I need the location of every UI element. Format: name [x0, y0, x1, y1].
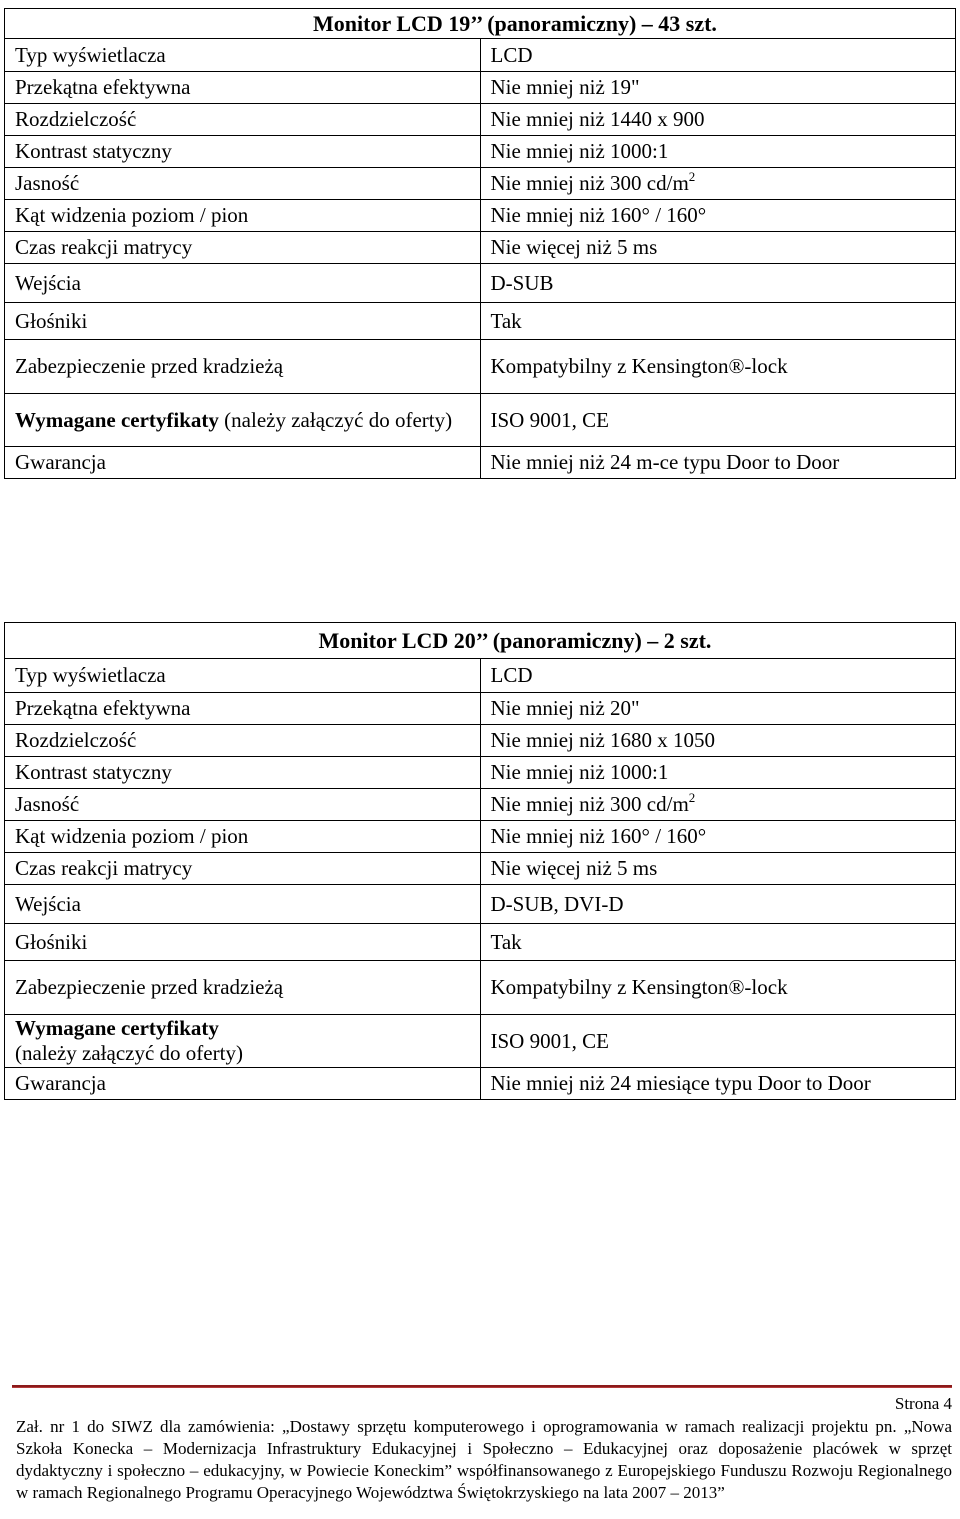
superscript: 2: [688, 169, 696, 184]
row-value: Tak: [480, 924, 956, 961]
table-row: [5, 232, 956, 264]
row-value: Kompatybilny z Kensington®-lock: [480, 961, 956, 1015]
row-value: Nie mniej niż 1680 x 1050: [480, 725, 956, 757]
row-label: Typ wyświetlacza: [5, 659, 481, 693]
row-value: LCD: [480, 659, 956, 693]
row-label: Czas reakcji matrycy: [5, 232, 481, 264]
row-label: Gwarancja: [5, 1068, 481, 1100]
table-row: [5, 340, 956, 394]
row-value: Kompatybilny z Kensington®-lock: [480, 340, 956, 394]
spec-table-monitor-19: [4, 8, 956, 479]
row-value: Nie więcej niż 5 ms: [480, 853, 956, 885]
table-row: [5, 757, 956, 789]
label-bold: Wymagane certyfikaty: [15, 407, 219, 432]
row-value: Nie więcej niż 5 ms: [480, 232, 956, 264]
row-label: Kąt widzenia poziom / pion: [5, 821, 481, 853]
row-value: Nie mniej niż 1440 x 900: [480, 104, 956, 136]
table-row: [5, 924, 956, 961]
row-label: Rozdzielczość: [5, 104, 481, 136]
table-row: [5, 303, 956, 340]
table-title-row: [5, 623, 956, 659]
row-label: Kąt widzenia poziom / pion: [5, 200, 481, 232]
superscript: 2: [688, 790, 696, 805]
row-value: Nie mniej niż 24 miesiące typu Door to Door: [480, 1068, 956, 1100]
row-label: [5, 394, 481, 447]
row-label: Przekątna efektywna: [5, 693, 481, 725]
row-value: Nie mniej niż 1000:1: [480, 757, 956, 789]
row-value: D-SUB: [480, 264, 956, 303]
row-value: ISO 9001, CE: [480, 1015, 956, 1068]
row-value: Nie mniej niż 1000:1: [480, 136, 956, 168]
row-value: Nie mniej niż 19": [480, 72, 956, 104]
table-row: [5, 789, 956, 821]
table-row: [5, 264, 956, 303]
row-label: Wejścia: [5, 885, 481, 924]
row-label: Kontrast statyczny: [5, 757, 481, 789]
table-row: [5, 39, 956, 72]
label-rest: (należy załączyć do oferty): [224, 407, 453, 432]
row-value: Tak: [480, 303, 956, 340]
row-label: Gwarancja: [5, 447, 481, 479]
footer-note: Zał. nr 1 do SIWZ dla zamówienia: „Dostawy sprzętu komputerowego i oprogramowania w ramach realizacji projektu pn. „Nowa Szkoła Konecka – Modernizacja Infrastruktury Edukacyjnej i Społeczno – Edukacyjnej oraz doposażenie placówek w sprzęt dydaktyczny i społeczno – edukacyjny, w Powiecie Koneckim” współfinansowanego z Europejskiego Funduszu Rozwoju Regionalnego w ramach Regionalnego Programu Operacyjnego Województwa Świętokrzyskiego na lata 2007 – 2013”: [16, 1417, 952, 1502]
table-row: [5, 168, 956, 200]
table-title: Monitor LCD 20’’ (panoramiczny) – 2 szt.: [5, 623, 956, 659]
table-row: [5, 961, 956, 1015]
row-value: [480, 168, 956, 200]
row-label: Czas reakcji matrycy: [5, 853, 481, 885]
page-number: Strona 4: [894, 1394, 952, 1413]
table-row: [5, 136, 956, 168]
table-title: Monitor LCD 19’’ (panoramiczny) – 43 szt.: [5, 9, 956, 39]
table-row: [5, 885, 956, 924]
table-row: [5, 394, 956, 447]
row-label: Jasność: [5, 789, 481, 821]
table-row: [5, 853, 956, 885]
row-value: Nie mniej niż 160° / 160°: [480, 821, 956, 853]
row-label: [5, 1015, 481, 1068]
row-label: Typ wyświetlacza: [5, 39, 481, 72]
row-label: Wejścia: [5, 264, 481, 303]
table-row: [5, 104, 956, 136]
value-text: Nie mniej niż 300 cd/m: [490, 171, 689, 195]
table-row: [5, 447, 956, 479]
row-value: Nie mniej niż 24 m-ce typu Door to Door: [480, 447, 956, 479]
row-value: [480, 789, 956, 821]
row-label: Kontrast statyczny: [5, 136, 481, 168]
label-rest: (należy załączyć do oferty): [15, 1041, 243, 1065]
row-label: Głośniki: [5, 924, 481, 961]
row-label: Głośniki: [5, 303, 481, 340]
row-value: ISO 9001, CE: [480, 394, 956, 447]
row-value: LCD: [480, 39, 956, 72]
table-title-row: [5, 9, 956, 39]
table-row: [5, 821, 956, 853]
row-label: Jasność: [5, 168, 481, 200]
label-bold: Wymagane certyfikaty: [15, 1016, 219, 1040]
footer-divider: [12, 1385, 952, 1388]
table-row: [5, 659, 956, 693]
row-label: Przekątna efektywna: [5, 72, 481, 104]
table-row: [5, 72, 956, 104]
row-value: Nie mniej niż 160° / 160°: [480, 200, 956, 232]
table-row: [5, 1015, 956, 1068]
table-row: [5, 200, 956, 232]
row-value: Nie mniej niż 20": [480, 693, 956, 725]
table-row: [5, 725, 956, 757]
table-row: [5, 1068, 956, 1100]
row-label: Zabezpieczenie przed kradzieżą: [5, 961, 481, 1015]
value-text: Nie mniej niż 300 cd/m: [490, 792, 689, 816]
table-row: [5, 693, 956, 725]
row-value: D-SUB, DVI-D: [480, 885, 956, 924]
spec-table-monitor-20: [4, 622, 956, 1100]
row-label: Rozdzielczość: [5, 725, 481, 757]
row-label: Zabezpieczenie przed kradzieżą: [5, 340, 481, 394]
